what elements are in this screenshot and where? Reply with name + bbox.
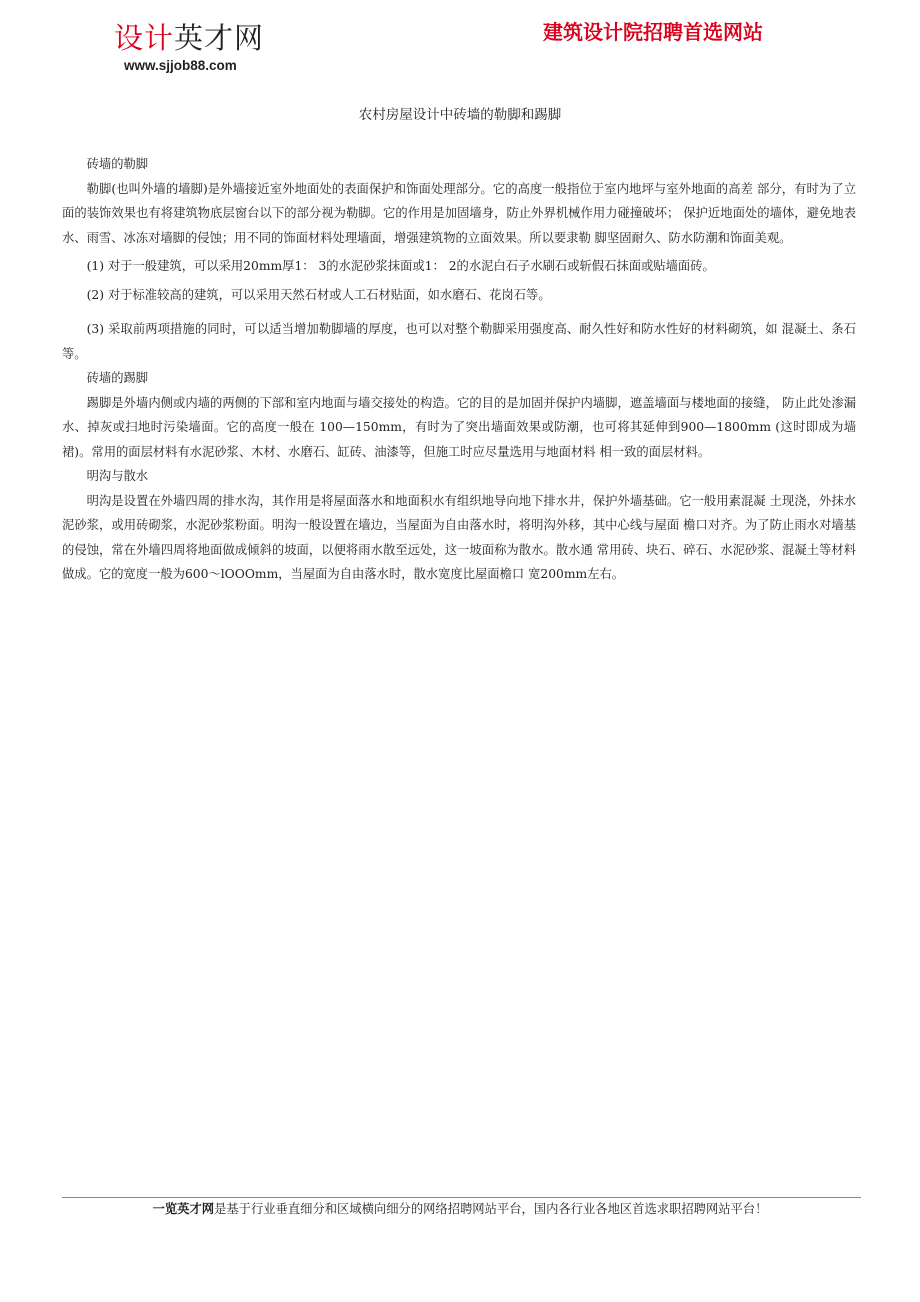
site-logo[interactable]: [114, 20, 264, 73]
footer-divider: [62, 1197, 861, 1198]
footer: [0, 1199, 920, 1217]
footer-text: 是基于行业垂直细分和区域横向细分的网络招聘网站平台，国内各行业各地区首选求职招聘网站平台！: [214, 1202, 768, 1216]
list-item-2: (2) 对于标准较高的建筑，可以采用天然石材或人工石材贴面，如水磨石、花岗石等。: [86, 287, 551, 302]
section-heading-skirting: 砖墙的踢脚: [86, 371, 149, 385]
logo-text: [114, 20, 264, 56]
list-item-1: (1) 对于一般建筑，可以采用20mm厚1： 3的水泥砂浆抹面或1： 2的水泥白石子水刷石或斩假石抹面或贴墙面砖。: [86, 259, 715, 273]
paragraph-skirting: 踢脚是外墙内侧或内墙的两侧的下部和室内地面与墙交接处的构造。它的目的是加固并保护内墙脚，遮盖墙面与楼地面的接缝， 防止此处渗漏水、掉灰或扫地时污染墙面。它的高度一般在 100—150mm，有时为了突出墙面效果或防潮，也可将其延伸到900—1800mm (这时即成为墙裙)。常用的面层材料有水泥砂浆、木材、水磨石、缸砖、油漆等，但施工时应尽量选用与地面材料 相一致的面层材料。: [62, 395, 856, 459]
header-slogan: 建筑设计院招聘首选网站: [543, 20, 763, 44]
document-title: 农村房屋设计中砖墙的勒脚和踢脚: [358, 107, 562, 123]
paragraph-plinth-intro: 勒脚(也叫外墙的墙脚)是外墙接近室外地面处的表面保护和饰面处理部分。它的高度一般指位于室内地坪与室外地面的高差 部分，有时为了立面的装饰效果也有将建筑物底层窗台以下的部分视为勒脚。它的作用是加固墙身，防止外界机械作用力碰撞破坏； 保护近地面处的墙体，避免地表水、雨雪、冰冻对墙脚的侵蚀；用不同的饰面材料处理墙面，增强建筑物的立面效果。所以要隶勒 脚坚固耐久、防水防潮和饰面美观。: [62, 181, 856, 245]
list-item-3: (3) 采取前两项措施的同时，可以适当增加勒脚墙的厚度，也可以对整个勒脚采用强度高、耐久性好和防水性好的材料砌筑，如 混凝土、条石等。: [62, 322, 856, 361]
paragraph-drainage: 明沟是设置在外墙四周的排水沟，其作用是将屋面落水和地面积水有组织地导向地下排水井，保护外墙基础。它一般用素混凝 土现浇，外抹水泥砂浆，或用砖砌浆，水泥砂浆粉面。明沟一般设置在墙边，当屋面为自由落水时，将明沟外移，其中心线与屋面 檐口对齐。为了防止雨水对墙基的侵蚀，常在外墙四周将地面做成倾斜的坡面，以便将雨水散至远处，这一坡面称为散水。散水通 常用砖、块石、碎石、水泥砂浆、混凝土等材料做成。它的宽度一般为600〜lOOOmm，当屋面为自由落水时，散水宽度比屋面檐口 宽200mm左右。: [62, 493, 856, 581]
section-heading-plinth: 砖墙的勒脚: [86, 157, 149, 171]
footer-brand[interactable]: 一览英才网: [152, 1202, 215, 1216]
site-url: www.sjjob88.com: [124, 58, 237, 73]
document-body: [62, 152, 856, 587]
section-heading-drainage: 明沟与散水: [86, 469, 149, 483]
logo-text-red: 设计: [114, 21, 175, 55]
logo-text-dark: 英才网: [174, 21, 265, 55]
